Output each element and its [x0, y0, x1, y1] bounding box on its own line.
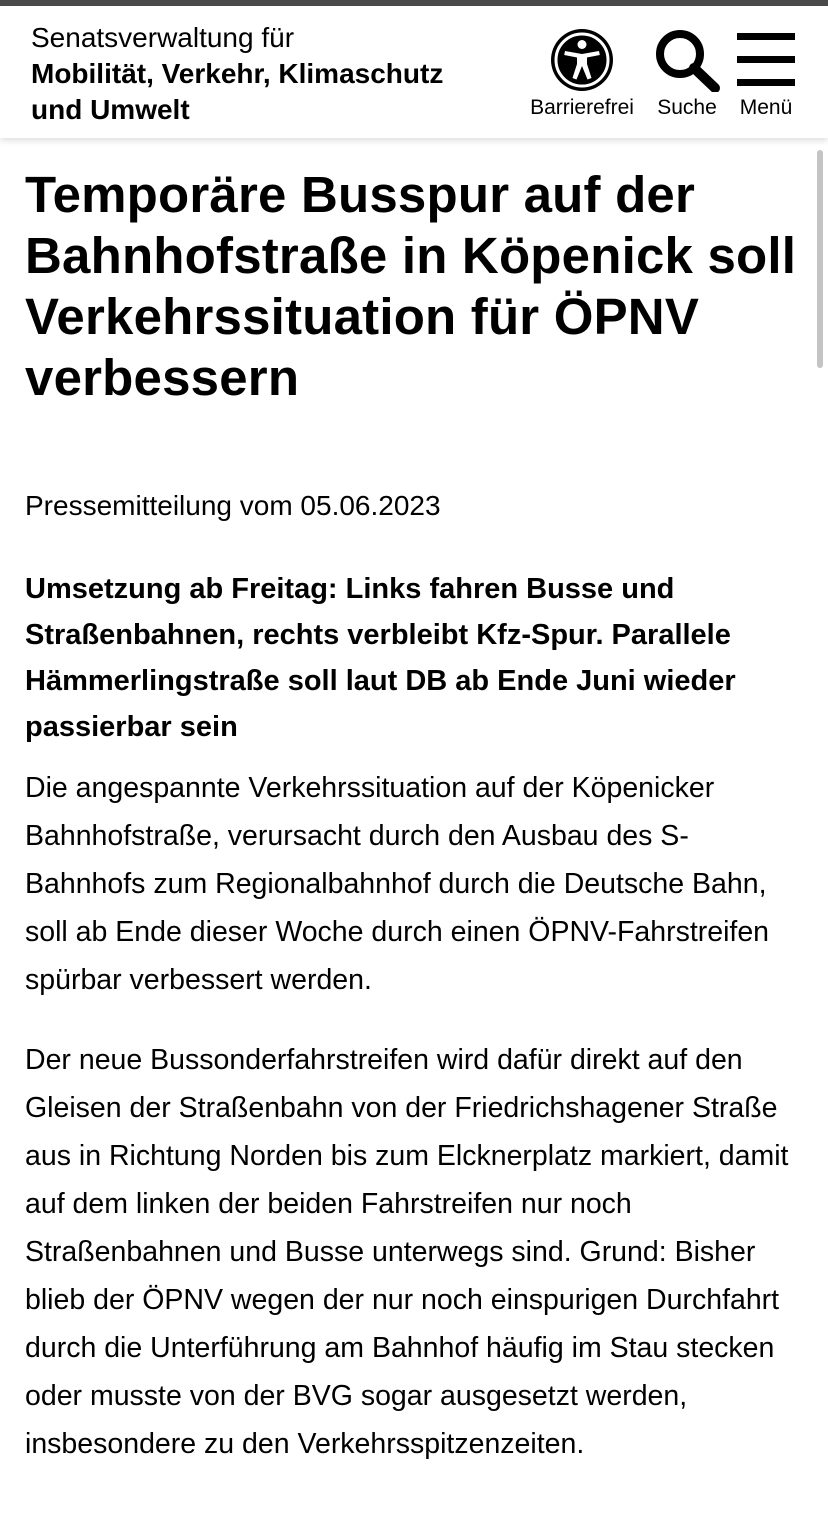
article-lead: Umsetzung ab Freitag: Links fahren Busse und Straßenbahnen, rechts verbleibt Kfz-Spur. Parallele Hämmerlingstraße soll laut DB ab Ende Juni wieder passierbar sein [25, 573, 736, 743]
menu-label: Menü [739, 96, 793, 119]
search-button[interactable] [650, 28, 724, 120]
page-title: Temporäre Busspur auf der Bahnhofstraße in Köpenick soll Verkehrssituation für ÖPNV verbessern [25, 166, 797, 406]
article-paragraph: Der neue Bussonderfahrstreifen wird dafür direkt auf den Gleisen der Straßenbahn von der Friedrichshagener Straße aus in Richtung Norden bis zum Elcknerplatz markiert, damit auf dem linken der beiden Fahrstreifen nur noch Straßenbahnen und Busse unterwegs sind. Grund: Bisher blieb der ÖPNV wegen der nur noch einspurigen Durchfahrt durch die Unterführung am Bahnhof häufig im Stau stecken oder musste von der BVG sogar ausgesetzt werden, insbesondere zu den Verkehrsspitzenzeiten. [25, 1044, 789, 1460]
hamburger-menu-icon [737, 28, 795, 92]
page-scrollbar[interactable] [817, 150, 823, 368]
accessibility-icon [550, 28, 614, 92]
site-header [0, 6, 828, 138]
search-label: Suche [657, 96, 717, 119]
menu-button[interactable] [734, 28, 798, 120]
article-paragraph: Die angespannte Verkehrssituation auf der Köpenicker Bahnhofstraße, verursacht durch den Ausbau des S-Bahnhofs zum Regionalbahnhof durch die Deutsche Bahn, soll ab Ende dieser Woche durch einen ÖPNV-Fahrstreifen spürbar verbessert werden. [25, 772, 770, 996]
search-icon [653, 28, 721, 92]
site-logo-link[interactable] [31, 20, 511, 128]
brand-line-1: Senatsverwaltung für [31, 22, 295, 53]
press-release-date: Pressemitteilung vom 05.06.2023 [25, 490, 441, 521]
brand-line-2: Mobilität, Verkehr, Klimaschutz [31, 58, 444, 89]
brand-line-3: und Umwelt [31, 94, 190, 125]
article-content [25, 164, 803, 1468]
accessibility-label: Barrierefrei [530, 96, 634, 119]
accessibility-button[interactable] [526, 28, 638, 120]
